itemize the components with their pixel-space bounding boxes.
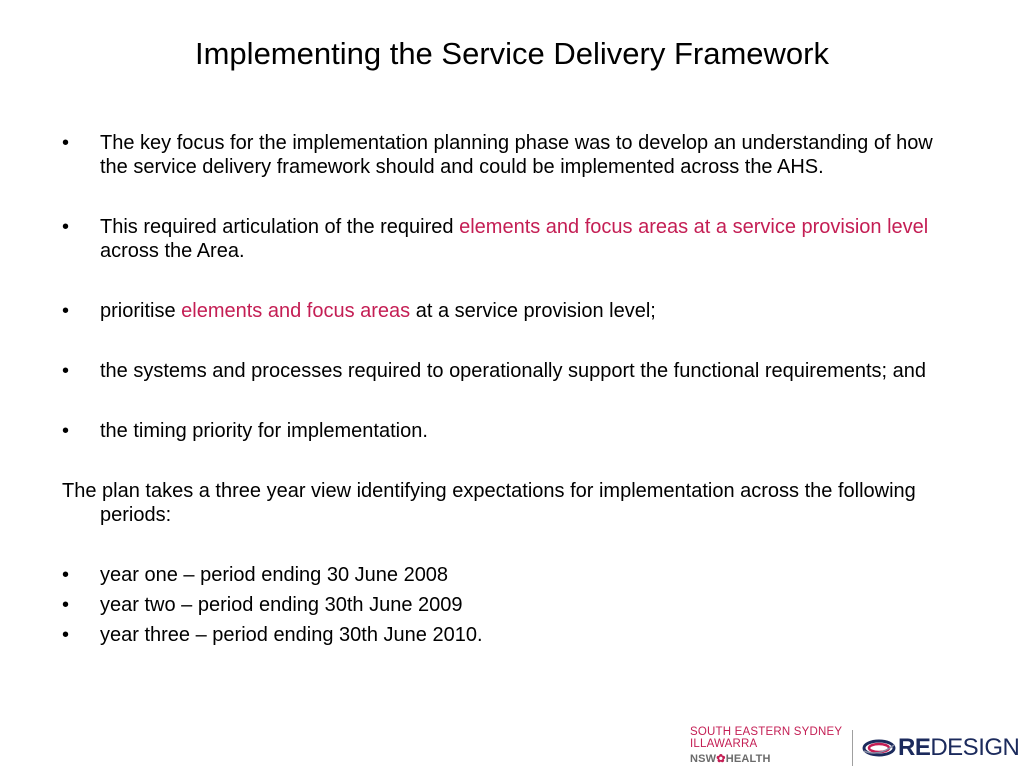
bullet-item: [62, 131, 962, 179]
redesign-bold: RE: [898, 734, 931, 761]
footer-logos: [690, 724, 1020, 768]
period-item: [62, 623, 962, 647]
period-item: [62, 593, 962, 617]
bullet-text: This required articulation of the required: [100, 216, 460, 238]
slide-body: [62, 131, 962, 653]
bullet-text: prioritise: [100, 300, 182, 322]
org-name-line1: SOUTH EASTERN SYDNEY: [690, 726, 843, 738]
period-text: year three – period ending 30th June 2010.: [100, 624, 483, 646]
bullet-marker: •: [62, 300, 70, 322]
nsw-text: NSW: [690, 753, 717, 765]
period-item: [62, 563, 962, 587]
bullet-marker: •: [62, 624, 70, 646]
bullet-text: across the Area.: [100, 240, 245, 262]
highlighted-text: elements and focus areas: [181, 300, 411, 322]
bullet-marker: •: [62, 564, 70, 586]
bullet-item: [62, 299, 962, 323]
redesign-wordmark: [898, 733, 1019, 763]
bullet-text: The key focus for the implementation planning phase was to develop an understanding of how the service delivery framework should and could be implemented across the AHS.: [100, 132, 933, 178]
bullet-marker: •: [62, 420, 70, 442]
bullet-marker: •: [62, 216, 70, 238]
bullet-item: [62, 359, 962, 383]
bullet-marker: •: [62, 594, 70, 616]
period-text: year two – period ending 30th June 2009: [100, 594, 463, 616]
bullet-marker: •: [62, 360, 70, 382]
nsw-health-logo: [690, 753, 842, 765]
bullet-marker: •: [62, 132, 70, 154]
bullet-text: at a service provision level;: [410, 300, 656, 322]
period-text: year one – period ending 30 June 2008: [100, 564, 449, 586]
logo-divider: [852, 730, 853, 766]
org-name-line2: ILLAWARRA: [690, 738, 758, 750]
highlighted-text: elements and focus areas at a service provision level: [459, 216, 929, 238]
bullet-item: [62, 419, 962, 443]
health-text: HEALTH: [725, 753, 771, 765]
slide-title: Implementing the Service Delivery Framework: [195, 36, 829, 71]
bullet-text: the systems and processes required to operationally support the functional requirements; and: [100, 360, 927, 382]
redesign-rest: DESIGN: [930, 734, 1020, 761]
nsw-waratah-icon: ✿: [716, 753, 726, 765]
redesign-swoosh-icon: [862, 737, 896, 759]
bullet-item: [62, 215, 962, 263]
sesi-logo: [690, 726, 842, 765]
bullet-text: the timing priority for implementation.: [100, 420, 428, 442]
summary-paragraph: The plan takes a three year view identifying expectations for implementation across the following periods:: [62, 480, 916, 526]
